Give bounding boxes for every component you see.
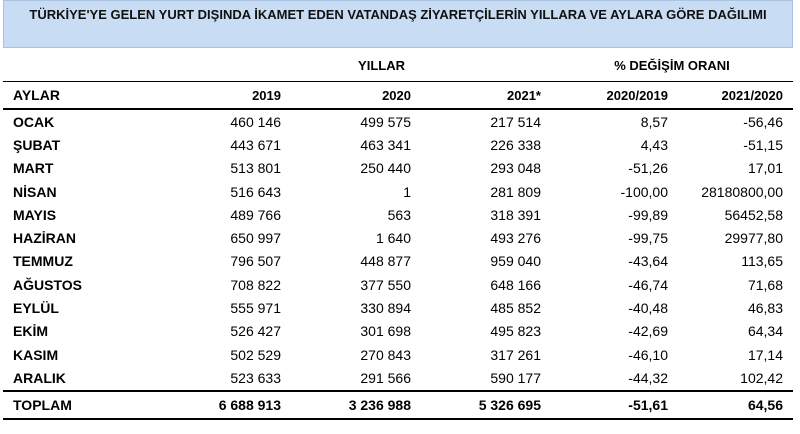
table-cell: 113,65 [741, 253, 783, 270]
table-cell: 485 852 [490, 300, 541, 317]
column-header: 2020/2019 [551, 82, 678, 110]
table-cell: 495 823 [490, 323, 541, 340]
table-cell: -44,32 [628, 369, 668, 386]
table-cell: 71,68 [747, 276, 783, 293]
table-row [3, 366, 793, 390]
table-cell: 563 [387, 206, 411, 223]
month-label: MAYIS [13, 206, 57, 223]
table-cell: 226 338 [490, 136, 541, 153]
table-row [3, 320, 793, 343]
table-cell: 648 166 [490, 276, 541, 293]
month-label: TEMMUZ [13, 253, 73, 270]
table-row [3, 133, 793, 156]
table-cell: 301 698 [360, 323, 411, 340]
month-label: EYLÜL [13, 300, 59, 317]
table-cell: 4,43 [640, 136, 668, 153]
total-cell: 64,56 [678, 391, 793, 419]
table-cell: 17,14 [747, 346, 783, 363]
group-header-spacer-2 [421, 49, 551, 82]
table-cell: 499 575 [360, 113, 411, 130]
table-cell: 318 391 [490, 206, 541, 223]
table-cell: 64,34 [747, 323, 783, 340]
table-cell: 493 276 [490, 230, 541, 247]
table-row [3, 273, 793, 296]
table-row [3, 109, 793, 133]
table-cell: 217 514 [490, 113, 541, 130]
month-label: KASIM [13, 346, 59, 363]
table-cell: -100,00 [620, 183, 668, 200]
table-cell: 102,42 [740, 369, 783, 386]
column-header: 2021/2020 [678, 82, 793, 110]
table-cell: 8,57 [640, 113, 668, 130]
group-header-years: YILLAR [358, 57, 405, 73]
table-cell: 56452,58 [724, 206, 783, 223]
group-header-change: % DEĞİŞİM ORANI [614, 57, 730, 73]
table-row [3, 343, 793, 366]
table-cell: -46,74 [628, 276, 668, 293]
table-cell: 460 146 [230, 113, 281, 130]
group-header-spacer [131, 49, 291, 82]
table-cell: 796 507 [230, 253, 281, 270]
table-row [3, 226, 793, 249]
table-row [3, 157, 793, 180]
table-cell: -51,26 [628, 160, 668, 177]
table-cell: 959 040 [490, 253, 541, 270]
group-header-empty [3, 49, 131, 82]
table-cell: 29977,80 [724, 230, 783, 247]
table-cell: 523 633 [230, 369, 281, 386]
table-cell: -99,89 [628, 206, 668, 223]
table-cell: 489 766 [230, 206, 281, 223]
column-header: 2020 [291, 82, 421, 110]
table-title: TÜRKİYE'YE GELEN YURT DIŞINDA İKAMET EDEN VATANDAŞ ZİYARETÇİLERİN YILLARA VE AYLARA GÖRE DAĞILIMI [3, 0, 793, 48]
table-cell: 443 671 [230, 136, 281, 153]
column-header-row [3, 82, 793, 110]
month-label: MART [13, 160, 54, 177]
table-cell: 250 440 [360, 160, 411, 177]
column-header: AYLAR [3, 82, 131, 110]
table-body [3, 109, 793, 391]
table-row [3, 203, 793, 226]
table-cell: 448 877 [360, 253, 411, 270]
table-cell: 1 [403, 183, 411, 200]
table-cell: 708 822 [230, 276, 281, 293]
table-row [3, 296, 793, 319]
table-row [3, 250, 793, 273]
table-cell: -99,75 [628, 230, 668, 247]
total-cell: 5 326 695 [421, 391, 551, 419]
month-label: NİSAN [13, 183, 57, 200]
table-cell: 526 427 [230, 323, 281, 340]
table-cell: 650 997 [230, 230, 281, 247]
table-cell: -46,10 [628, 346, 668, 363]
table-cell: -56,46 [743, 113, 783, 130]
table-cell: 46,83 [747, 300, 783, 317]
total-row [3, 391, 793, 419]
table-cell: 293 048 [490, 160, 541, 177]
data-table [3, 49, 793, 420]
month-label: ARALIK [13, 369, 66, 386]
column-header: 2021* [421, 82, 551, 110]
table-cell: 377 550 [360, 276, 411, 293]
table-cell: 330 894 [360, 300, 411, 317]
table-cell: 502 529 [230, 346, 281, 363]
table-cell: 281 809 [490, 183, 541, 200]
table-cell: 317 261 [490, 346, 541, 363]
table-cell: 270 843 [360, 346, 411, 363]
month-label: HAZİRAN [13, 230, 76, 247]
table-cell: -43,64 [628, 253, 668, 270]
table-cell: 28180800,00 [701, 183, 783, 200]
table-cell: 463 341 [360, 136, 411, 153]
total-cell: 6 688 913 [131, 391, 291, 419]
total-cell: 3 236 988 [291, 391, 421, 419]
table-cell: 513 801 [230, 160, 281, 177]
table-cell: 1 640 [375, 230, 411, 247]
table-cell: 17,01 [747, 160, 783, 177]
total-label: TOPLAM [3, 391, 131, 419]
table-cell: 555 971 [230, 300, 281, 317]
month-label: AĞUSTOS [13, 276, 82, 293]
column-header: 2019 [131, 82, 291, 110]
month-label: EKİM [13, 323, 48, 340]
table-cell: -51,15 [743, 136, 783, 153]
group-header-row [3, 49, 793, 82]
total-cell: -51,61 [551, 391, 678, 419]
month-label: OCAK [13, 113, 55, 130]
table-cell: -42,69 [628, 323, 668, 340]
month-label: ŞUBAT [13, 136, 61, 153]
table-cell: -40,48 [628, 300, 668, 317]
table-row [3, 180, 793, 203]
table-cell: 291 566 [360, 369, 411, 386]
table-cell: 590 177 [490, 369, 541, 386]
table-cell: 516 643 [230, 183, 281, 200]
